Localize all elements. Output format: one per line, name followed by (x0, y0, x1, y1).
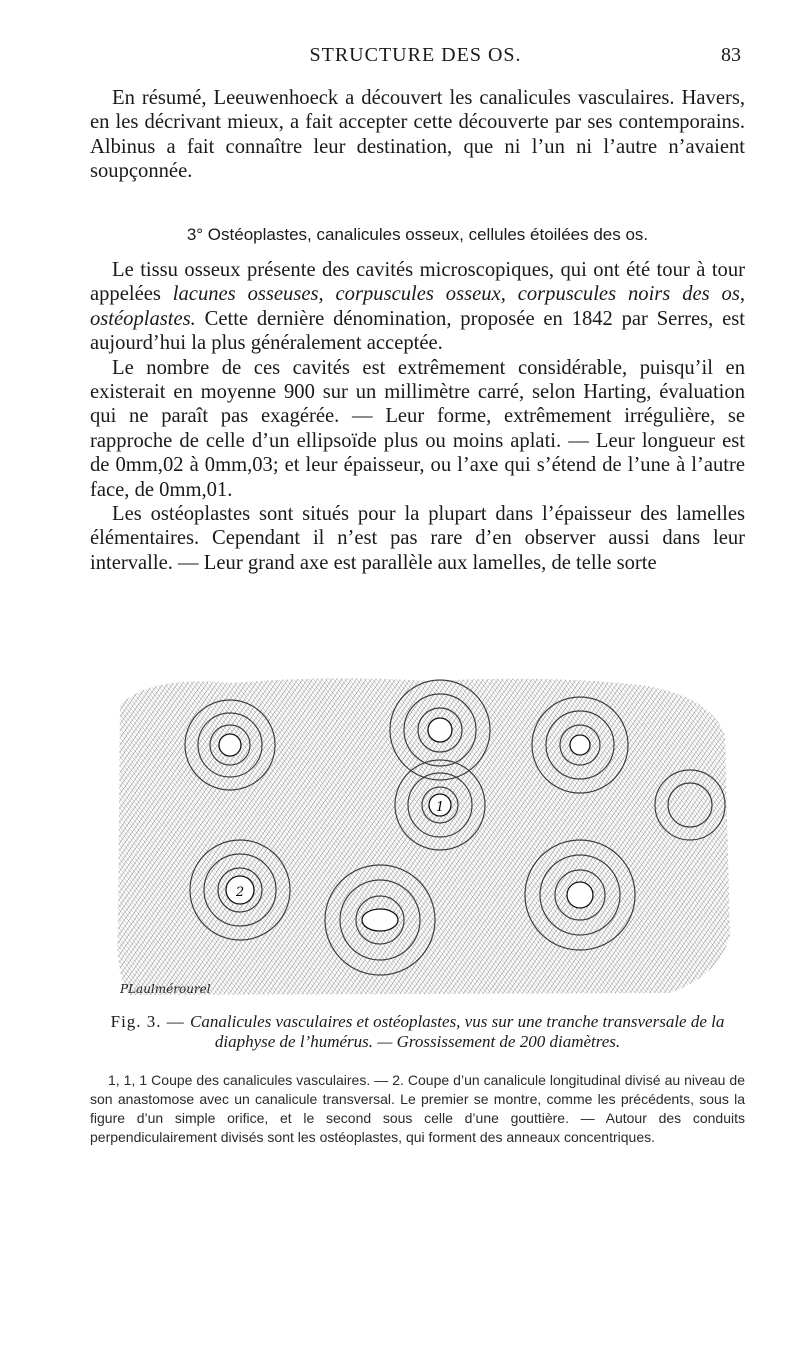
figure-label-1: 1 (435, 800, 445, 815)
engraver-signature: PLaulmérourel (120, 982, 211, 996)
figure-caption (90, 1012, 745, 1052)
figure-legend (90, 1071, 745, 1147)
paragraph-1: En résumé, Leeuwenhoeck a découvert les canalicules vasculaires. Havers, en les décrivant mieux, a fait accepter cette découverte par ses contemporains. Albinus a fait connaître leur destination, que ni l’un ni l’autre n’avaient soupçonnée. (90, 87, 745, 183)
paragraph-2-end: Cette dernière dénomination, proposée en 1842 par Serres, est aujourd’hui la plus généralement acceptée. (90, 307, 745, 355)
page-number: 83 (721, 44, 741, 66)
paragraph-2 (90, 258, 745, 356)
figure-label-2: 2 (235, 885, 245, 900)
paragraph-2-start: Le tissu osseux présente des cavités microscopiques, qui ont été tour à tour appelées (90, 259, 745, 306)
running-title: STRUCTURE DES OS. (309, 44, 522, 66)
bone-section-illustration (110, 675, 740, 1000)
paragraph-3: Le nombre de ces cavités est extrêmement considérable, puisqu’il en existerait en moyenne 900 sur un millimètre carré, selon Harting, évaluation qui ne paraît pas exagérée. — Leur forme, extrêmement irrégulière, se rapproche de celle d’un ellipsoïde plus ou moins aplati. — Leur longueur est de 0mm,02 à 0mm,03; et leur épaisseur, ou l’axe qui s’étend de l’une à l’autre face, de 0mm,01. (90, 356, 745, 501)
running-head (90, 44, 741, 72)
paragraph-summary (90, 86, 745, 184)
figure-legend-text: 1, 1, 1 Coupe des canalicules vasculaires. — 2. Coupe d’un canalicule longitudinal divisé au niveau de son anastomose avec un canalicule transversal. Le premier se montre, comme les précédents, sous la figure d’un simple orifice, et le second sous celle d’une gouttière. — Autour des conduits perpendiculairement divisés sont les ostéoplastes, qui forment des anneaux concentriques. (90, 1072, 745, 1145)
figure-caption-text: Canalicules vasculaires et ostéoplastes, vus sur une tranche transversale de la diaphyse de l’humérus. — Grossissement de 200 diamètres. (190, 1012, 725, 1051)
body-main (90, 258, 745, 575)
figure-number: Fig. 3. — (110, 1012, 191, 1031)
paragraph-4: Les ostéoplastes sont situés pour la plupart dans l’épaisseur des lamelles élémentaires. Cependant il n’est pas rare d’en observer aussi dans leur intervalle. — Leur grand axe est parallèle aux lamelles, de telle sorte (90, 503, 745, 574)
section-heading: 3° Ostéoplastes, canalicules osseux, cellules étoilées des os. (186, 225, 649, 244)
paragraph-2-terms: lacunes osseuses, corpuscules osseux, corpuscules noirs des os, ostéoplastes. (90, 283, 745, 330)
